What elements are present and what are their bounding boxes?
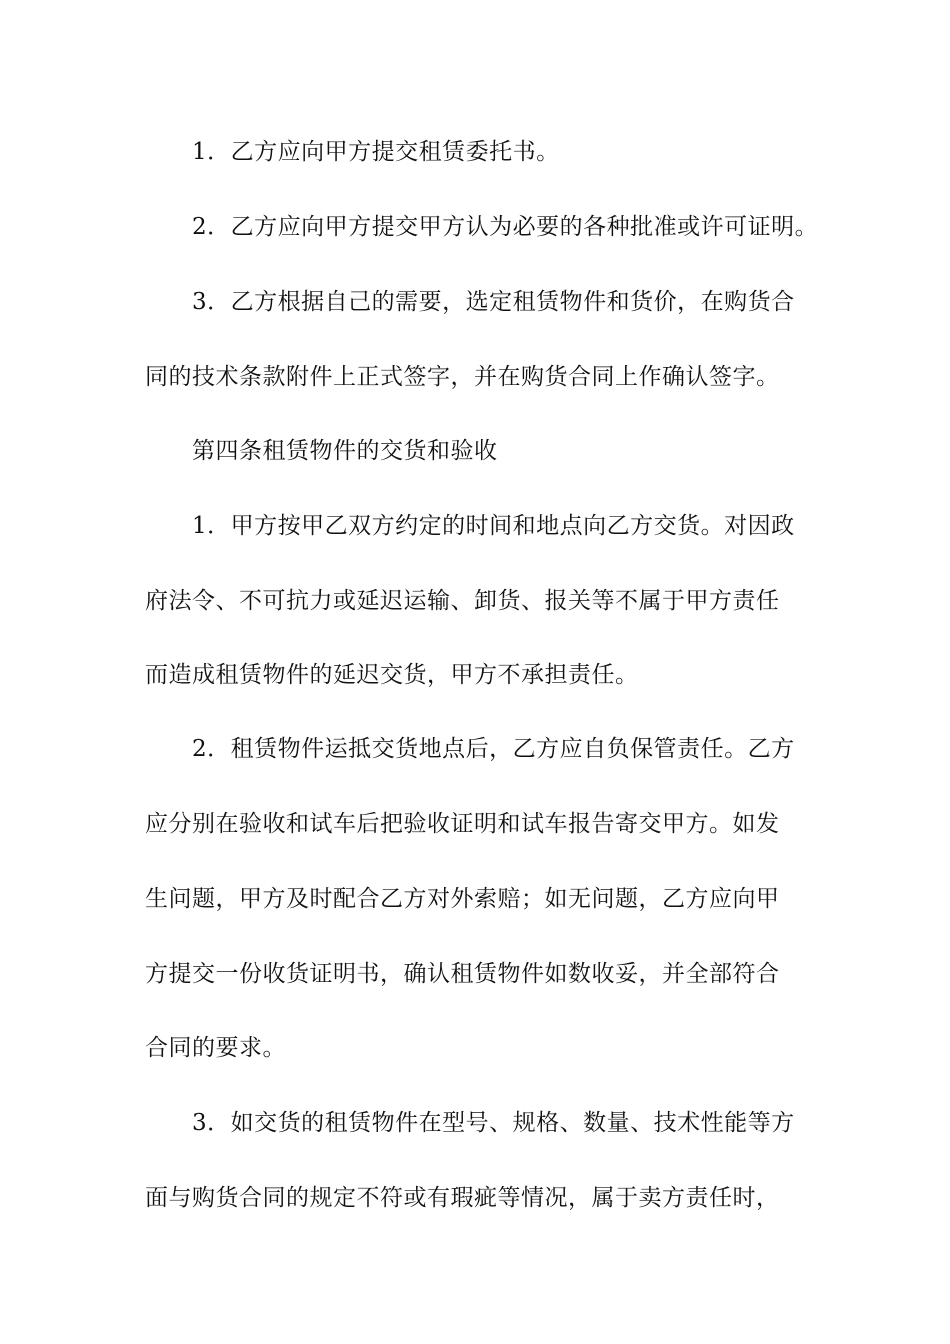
clause-4-item-2-line-3: 生问题，甲方及时配合乙方对外索赔；如无问题，乙方应向甲: [145, 886, 780, 912]
clause-4-item-3-line-2: 面与购货合同的规定不符或有瑕疵等情况，属于卖方责任时，: [145, 1185, 780, 1211]
clause-3-item-3-line-1: 3．乙方根据自己的需要，选定租赁物件和货价，在购货合: [192, 289, 795, 315]
clause-4-item-1-line-3: 而造成租赁物件的延迟交货，甲方不承担责任。: [145, 662, 639, 688]
clause-3-item-2: 2．乙方应向甲方提交甲方认为必要的各种批准或许可证明。: [192, 214, 819, 240]
clause-4-item-2-line-2: 应分别在验收和试车后把验收证明和试车报告寄交甲方。如发: [145, 811, 780, 837]
clause-4-item-1-line-2: 府法令、不可抗力或延迟运输、卸货、报关等不属于甲方责任: [145, 588, 780, 614]
clause-4-item-2-line-4: 方提交一份收货证明书，确认租赁物件如数收妥，并全部符合: [145, 961, 780, 987]
clause-4-item-1-line-1: 1．甲方按甲乙双方约定的时间和地点向乙方交货。对因政: [192, 513, 795, 539]
clause-4-heading: 第四条租赁物件的交货和验收: [192, 438, 498, 464]
clause-4-item-3-line-1: 3．如交货的租赁物件在型号、规格、数量、技术性能等方: [192, 1110, 795, 1136]
clause-4-item-2-line-5: 合同的要求。: [145, 1035, 286, 1061]
clause-4-item-2-line-1: 2．租赁物件运抵交货地点后，乙方应自负保管责任。乙方: [192, 736, 795, 762]
clause-3-item-1: 1．乙方应向甲方提交租赁委托书。: [192, 139, 560, 165]
clause-3-item-3-line-2: 同的技术条款附件上正式签字，并在购货合同上作确认签字。: [145, 364, 780, 390]
